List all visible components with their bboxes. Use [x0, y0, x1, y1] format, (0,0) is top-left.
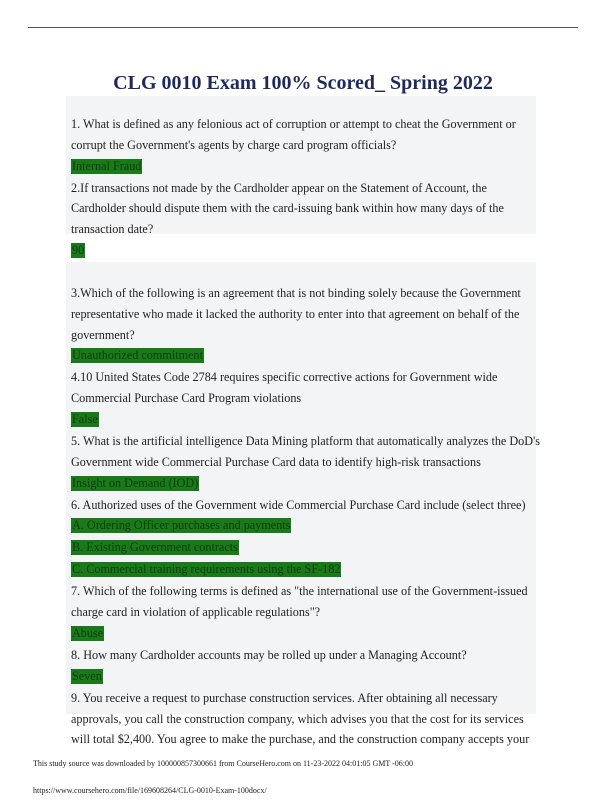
document-title: CLG 0010 Exam 100% Scored_ Spring 2022: [113, 72, 493, 94]
question-text: 6. Authorized uses of the Government wide Commercial Purchase Card include (select three): [71, 497, 526, 512]
question-item: [71, 431, 541, 495]
answer-highlight: A. Ordering Officer purchases and payments: [72, 518, 291, 533]
answer-highlight: Internal Fraud: [72, 158, 142, 173]
question-item: [71, 688, 541, 750]
question-text: 3.Which of the following is an agreement that is not binding solely because the Government representative who made it lacked the authority to enter into that agreement on behalf of the government?: [71, 285, 521, 342]
question-text: 8. How many Cardholder accounts may be rolled up under a Managing Account?: [71, 647, 467, 662]
question-item: [71, 178, 541, 262]
source-url[interactable]: https://www.coursehero.com/file/169608264/CLG-0010-Exam-100docx/: [33, 786, 267, 795]
question-text: 1. What is defined as any felonious act of corruption or attempt to cheat the Government or corrupt the Government's agents by charge card program officials?: [71, 117, 516, 152]
question-item: [71, 581, 541, 645]
answer-highlight: 90: [72, 242, 85, 257]
answer-highlight: C. Commercial training requirements using the SF-182: [72, 562, 341, 577]
question-item: [71, 114, 541, 178]
question-text: 7. Which of the following terms is defined as "the international use of the Government-issued charge card in violation of applicable regulations"?: [71, 584, 528, 620]
answer-highlight: Insight on Demand (IOD): [72, 475, 199, 490]
question-text: 9. You receive a request to purchase construction services. After obtaining all necessary approvals, you call the construction company, which advises you that the cost for its services will total $2,400. You agree to make the purchase, and the construction company accepts your: [71, 690, 530, 747]
answer-highlight: Unauthorized commitment: [72, 348, 203, 363]
answer-highlight: B. Existing Government contracts: [72, 540, 238, 555]
answer-highlight: False: [72, 411, 98, 426]
question-item: [71, 495, 541, 582]
answer-highlight: Abuse: [72, 625, 104, 640]
top-rule: [28, 27, 578, 28]
question-list: [71, 114, 541, 750]
question-text: 4.10 United States Code 2784 requires specific corrective actions for Government wide Commercial Purchase Card Program violations: [71, 370, 498, 406]
question-item: [71, 367, 541, 431]
question-item: [71, 645, 541, 688]
question-item: [71, 283, 541, 367]
question-text: 2.If transactions not made by the Cardholder appear on the Statement of Account, the Cardholder should dispute them with the card-issuing bank within how many days of the transaction date?: [71, 180, 504, 237]
question-text: 5. What is the artificial intelligence Data Mining platform that automatically analyzes the DoD's Government wide Commercial Purchase Card data to identify high-risk transactions: [71, 433, 541, 469]
answer-highlight: Seven: [72, 668, 102, 683]
download-notice: This study source was downloaded by 100000857300661 from CourseHero.com on 11-23-2022 04:01:05 GMT -06:00: [33, 759, 413, 768]
